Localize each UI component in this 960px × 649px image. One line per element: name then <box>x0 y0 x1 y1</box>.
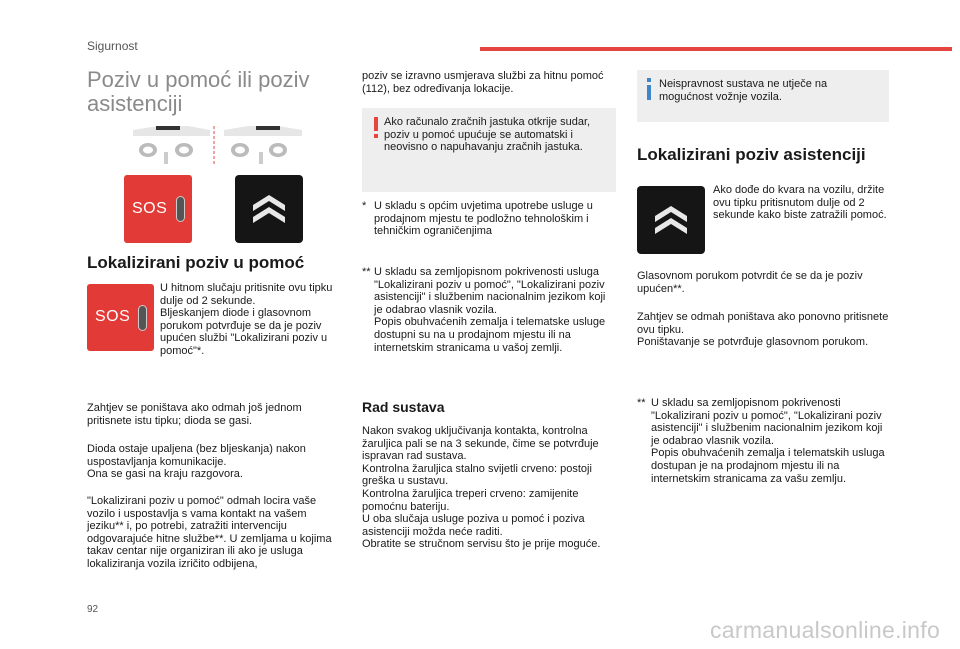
footnote-3-mark: ** <box>637 397 646 409</box>
brand-chevron-icon-small <box>637 186 705 254</box>
emergency-intro-text: U hitnom slučaju pritisnite ovu tipku dulje od 2 sekunde. Bljeskanjem diode i glasovnom porukom potvrđuje se da je poziv upućen službi "Lokalizirani poziv u pomoć"*. <box>160 282 333 357</box>
footnote-2-mark: ** <box>362 266 371 278</box>
section-header: Sigurnost <box>87 39 138 53</box>
footnote-2-text: U skladu sa zemljopisnom pokrivenosti usluga "Lokalizirani poziv u pomoć", "Lokalizirani poziv asistenciji" i službenim nacionalnim jezikom koji je odabrao vlasnik vozila. Popis obuhvaćenih zemalja i telematske usluge dostupni su na u prodajnom mjestu ili na internetskim stranicama u vašoj zemlji. <box>374 266 606 354</box>
brand-chevron-icon <box>235 175 303 243</box>
header-accent-bar <box>480 47 952 51</box>
sos-button-small[interactable] <box>87 284 154 351</box>
footnote-1-text: U skladu s općim uvjetima upotrebe usluge u prodajnom mjestu te podložno tehnološkim i tehničkim ograničenjima <box>374 200 593 238</box>
assistance-voice-text: Glasovnom porukom potvrdit će se da je poziv upućen**. <box>637 270 863 295</box>
heading-emergency-call: Lokalizirani poziv u pomoć <box>87 253 305 272</box>
info-i-icon <box>645 78 653 100</box>
emergency-locate-text: "Lokalizirani poziv u pomoć" odmah locira vaše vozilo i uspostavlja s vama kontakt na vašem jeziku** i, po potrebi, zatražiti intervenciju odgovarajuće hitne službe**. U zemljama u kojima takav centar nije organiziran ili ako je usluga lokaliziranja vozila izričito odbijena, <box>87 495 332 570</box>
assistance-intro-text: Ako dođe do kvara na vozilu, držite ovu tipku pritisnutom dulje od 2 sekunde kako biste zatražili pomoć. <box>713 184 887 222</box>
sos-pushbutton <box>176 196 185 222</box>
footnote-3-text: U skladu sa zemljopisnom pokrivenosti "Lokalizirani poziv u pomoć", "Lokalizirani poziv asistenciji" i službenim nacionalnim jezikom koji je odabrao vlasnik vozila. Popis obuhvaćenih zemalja i telematskih usluga dostupan je na prodajnom mjestu ili na internetskim stranicama za vašu zemlju. <box>651 397 885 485</box>
warning-exclamation-icon <box>372 117 380 139</box>
airbag-warning-box <box>362 108 616 192</box>
emergency-cancel-text: Zahtjev se poništava ako odmah još jednom pritisnete istu tipku; dioda se gasi. <box>87 402 302 427</box>
airbag-warning-text: Ako računalo zračnih jastuka otkrije sudar, poziv u pomoć upućuje se automatski i neovisno o napuhavanju zračnih jastuka. <box>384 116 591 154</box>
heading-system-operation: Rad sustava <box>362 399 445 415</box>
assistance-button-large[interactable] <box>235 175 303 243</box>
sos-button-large[interactable] <box>124 175 192 243</box>
info-box <box>637 70 889 122</box>
assistance-button-small[interactable] <box>637 186 705 254</box>
rear-view-mirror-icon <box>128 122 308 172</box>
sos-label-small: SOS <box>95 308 131 325</box>
watermark: carmanualsonline.info <box>710 617 941 643</box>
info-box-text: Neispravnost sustava ne utječe na mogućnost vožnje vozila. <box>659 78 828 103</box>
footnote-1-mark: * <box>362 200 367 212</box>
sos-label: SOS <box>132 200 168 217</box>
system-operation-text: Nakon svakog uključivanja kontakta, kontrolna žaruljica pali se na 3 sekunde, čime se potvrđuje ispravan rad sustava. Kontrolna žaruljica stalno svijetli crveno: postoji greška u sustavu. Kontrolna žaruljica treperi crveno: zamijenite pomoćnu bateriju. U oba slučaja usluge poziva u pomoć i poziva asistenciji možda neće raditi. Obratite se stručnom servisu što je prije moguće. <box>362 425 601 551</box>
page-number: 92 <box>87 604 99 615</box>
page-title: Poziv u pomoć ili poziv asistenciji <box>87 67 310 116</box>
sos-pushbutton-small <box>138 305 147 331</box>
mirror-illustration <box>128 122 308 172</box>
emergency-led-text: Dioda ostaje upaljena (bez bljeskanja) nakon uspostavljanja komunikacije. Ona se gasi na kraju razgovora. <box>87 443 306 481</box>
heading-assistance-call: Lokalizirani poziv asistenciji <box>637 145 866 164</box>
assistance-cancel-text: Zahtjev se odmah poništava ako ponovno pritisnete ovu tipku. Poništavanje se potvrđuje glasovnom porukom. <box>637 311 889 349</box>
middle-continuation-text: poziv se izravno usmjerava službi za hitnu pomoć (112), bez određivanja lokacije. <box>362 70 604 95</box>
